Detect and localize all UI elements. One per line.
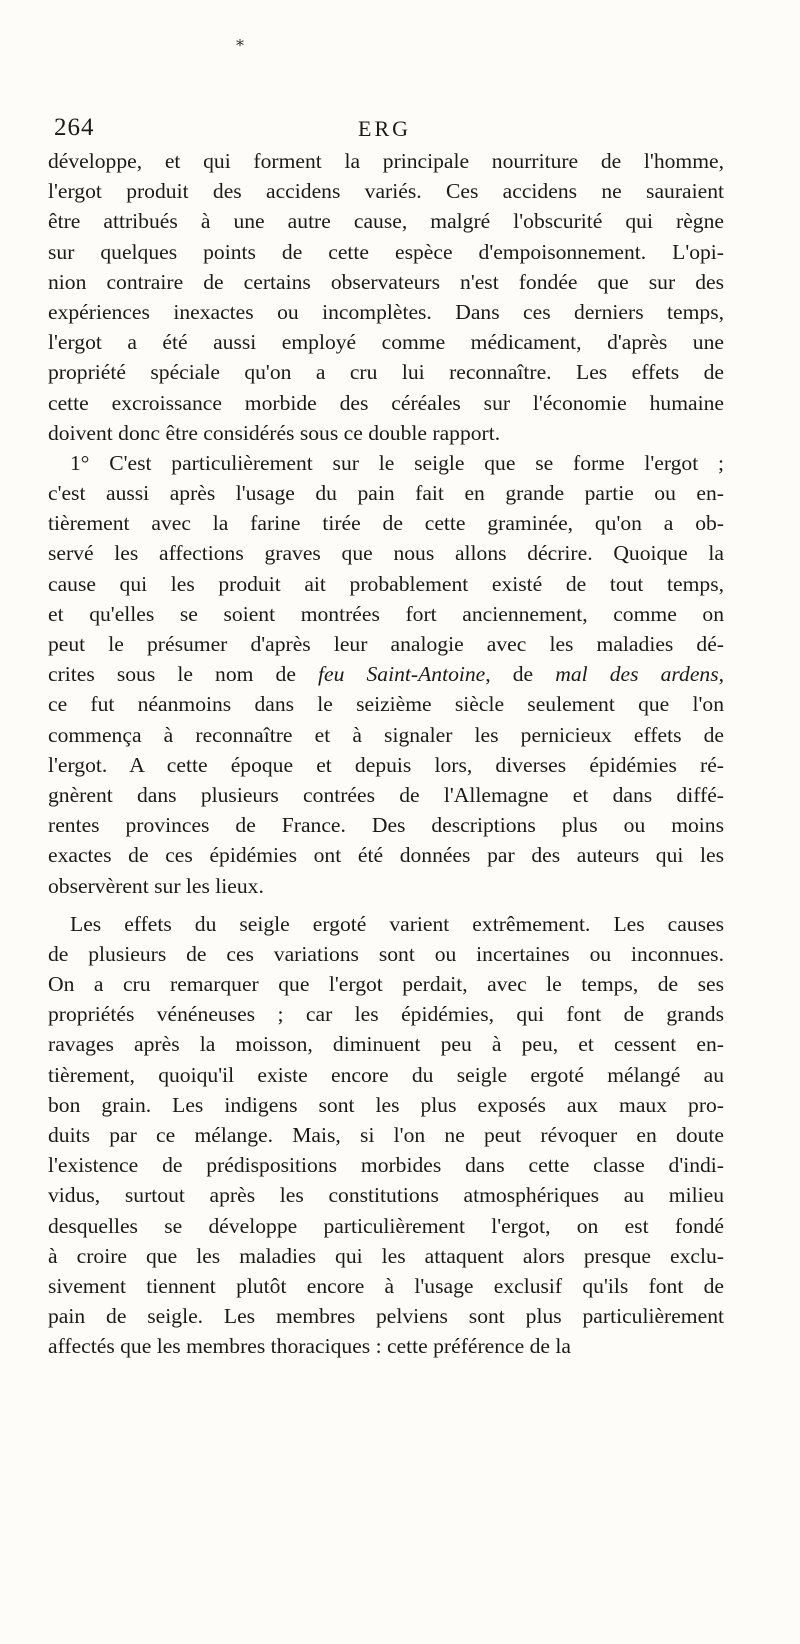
- text-line: l'ergot. A cette époque et depuis lors, diverses épidémies ré-: [48, 752, 724, 777]
- text-line: l'ergot a été aussi employé comme médicament, d'après une: [48, 330, 724, 355]
- text-line: sivement tiennent plutôt encore à l'usage exclusif qu'ils font de: [48, 1273, 724, 1298]
- text-line: cause qui les produit ait probablement existé de tout temps,: [48, 571, 724, 596]
- text-line: l'ergot produit des accidens variés. Ces accidens ne sauraient: [48, 179, 724, 204]
- text-line: et qu'elles se soient montrées fort anciennement, comme on: [48, 601, 724, 626]
- text-line: doivent donc être considérés sous ce double rapport.: [48, 420, 501, 445]
- text-line: exactes de ces épidémies ont été données par des auteurs qui les: [48, 843, 724, 868]
- text-line: On a cru remarquer que l'ergot perdait, avec le temps, de ses: [48, 972, 724, 997]
- page-number: 264: [54, 114, 95, 141]
- text-line: propriété spéciale qu'on a cru lui reconnaître. Les effets de: [48, 360, 724, 385]
- paragraph: [48, 146, 724, 448]
- text-line: Les effets du seigle ergoté varient extrêmement. Les causes: [70, 911, 724, 936]
- text-line: bon grain. Les indigens sont les plus exposés aux maux pro-: [48, 1092, 724, 1117]
- paragraph: [48, 909, 724, 1362]
- italic-term: feu Saint-Antoine: [318, 662, 486, 687]
- text-line: crites sous le nom de feu Saint-Antoine, de mal des ardens,: [48, 662, 725, 687]
- text-line: gnèrent dans plusieurs contrées de l'Allemagne et dans diffé-: [48, 782, 724, 807]
- text-line: développe, et qui forment la principale nourriture de l'homme,: [48, 149, 724, 173]
- text-line: être attribués à une autre cause, malgré l'obscurité qui règne: [48, 209, 724, 234]
- running-head-title: ERG: [358, 116, 411, 141]
- text-line: pain de seigle. Les membres pelviens sont plus particulièrement: [48, 1304, 724, 1329]
- text-line: cette excroissance morbide des céréales sur l'économie humaine: [48, 390, 724, 415]
- text-line: propriétés vénéneuses ; car les épidémies, qui font de grands: [48, 1002, 724, 1027]
- text-line: vidus, surtout après les constitutions atmosphériques au milieu: [48, 1183, 724, 1208]
- text-line: à croire que les maladies qui les attaquent alors presque exclu-: [48, 1243, 724, 1268]
- text-line: ravages après la moisson, diminuent peu à peu, et cessent en-: [48, 1032, 724, 1057]
- text-line: l'existence de prédispositions morbides dans cette classe d'indi-: [48, 1153, 724, 1178]
- text-line: observèrent sur les lieux.: [48, 873, 264, 898]
- text-line: tièrement avec la farine tirée de cette graminée, qu'on a ob-: [48, 511, 724, 536]
- text-line: nion contraire de certains observateurs n'est fondée que sur des: [48, 269, 724, 294]
- text-line: c'est aussi après l'usage du pain fait en grande partie ou en-: [48, 481, 724, 506]
- text-line: affectés que les membres thoraciques : cette préférence de la: [48, 1334, 571, 1359]
- text-line: duits par ce mélange. Mais, si l'on ne peut révoquer en doute: [48, 1123, 724, 1147]
- text-line: commença à reconnaître et à signaler les pernicieux effets de: [48, 722, 724, 747]
- printer-ornament: *: [236, 36, 244, 55]
- text-line: rentes provinces de France. Des descriptions plus ou moins: [48, 813, 724, 838]
- text-line: tièrement, quoiqu'il existe encore du seigle ergoté mélangé au: [48, 1062, 724, 1087]
- text-line: expériences inexactes ou incomplètes. Dans ces derniers temps,: [48, 299, 724, 324]
- text-line: ce fut néanmoins dans le seizième siècle seulement que l'on: [48, 692, 724, 717]
- text-line: servé les affections graves que nous allons décrire. Quoique la: [48, 541, 724, 566]
- text-line: 1° C'est particulièrement sur le seigle que se forme l'ergot ;: [70, 450, 724, 475]
- paragraph: [48, 448, 724, 901]
- text-body: [48, 146, 724, 1362]
- text-line: de plusieurs de ces variations sont ou incertaines ou inconnues.: [48, 941, 724, 966]
- italic-term: mal des ardens: [555, 662, 719, 687]
- text-line: peut le présumer d'après leur analogie avec les maladies dé-: [48, 632, 724, 656]
- text-line: desquelles se développe particulièrement l'ergot, on est fondé: [48, 1213, 724, 1238]
- text-line: sur quelques points de cette espèce d'empoisonnement. L'opi-: [48, 239, 724, 264]
- running-head: [54, 114, 750, 146]
